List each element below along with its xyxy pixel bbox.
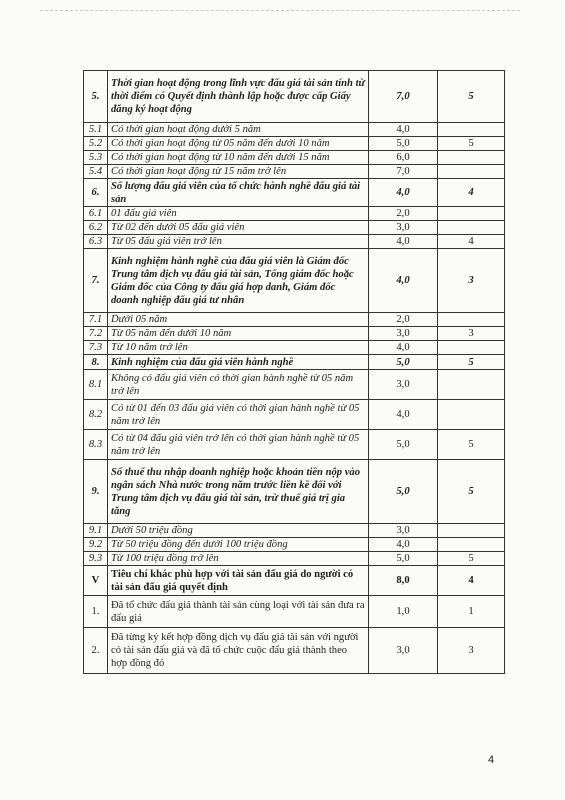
awarded-score xyxy=(438,538,505,552)
criterion-description: Đã tổ chức đấu giá thành tài sản cùng loại với tài sản đưa ra đấu giá xyxy=(108,596,369,628)
criterion-number: V xyxy=(84,566,108,596)
table-row xyxy=(84,596,505,628)
criterion-number: 8.2 xyxy=(84,400,108,430)
criterion-description: Có từ 04 đấu giá viên trở lên có thời gian hành nghề từ 05 năm trở lên xyxy=(108,430,369,460)
max-score: 4,0 xyxy=(369,341,438,355)
top-edge-line xyxy=(40,10,520,12)
criterion-number: 8.3 xyxy=(84,430,108,460)
table-row xyxy=(84,460,505,524)
awarded-score xyxy=(438,341,505,355)
table-row xyxy=(84,235,505,249)
table-row xyxy=(84,179,505,207)
criterion-description: Đã từng ký kết hợp đồng dịch vụ đấu giá tài sản với người có tài sản đấu giá và đã tổ chức cuộc đấu giá thành theo hợp đồng đó xyxy=(108,628,369,674)
max-score: 8,0 xyxy=(369,566,438,596)
max-score: 5,0 xyxy=(369,460,438,524)
criterion-number: 7.3 xyxy=(84,341,108,355)
criterion-number: 9. xyxy=(84,460,108,524)
awarded-score: 3 xyxy=(438,327,505,341)
awarded-score xyxy=(438,165,505,179)
max-score: 5,0 xyxy=(369,355,438,370)
awarded-score xyxy=(438,221,505,235)
awarded-score: 5 xyxy=(438,71,505,123)
awarded-score xyxy=(438,400,505,430)
table-row xyxy=(84,400,505,430)
criterion-number: 5. xyxy=(84,71,108,123)
criterion-description: Có từ 01 đến 03 đấu giá viên có thời gian hành nghề từ 05 năm trở lên xyxy=(108,400,369,430)
criterion-description: Từ 10 năm trở lên xyxy=(108,341,369,355)
max-score: 7,0 xyxy=(369,71,438,123)
table-row xyxy=(84,71,505,123)
table-row xyxy=(84,137,505,151)
awarded-score xyxy=(438,123,505,137)
awarded-score: 5 xyxy=(438,430,505,460)
criterion-number: 5.2 xyxy=(84,137,108,151)
criterion-number: 9.2 xyxy=(84,538,108,552)
max-score: 5,0 xyxy=(369,430,438,460)
criterion-number: 5.3 xyxy=(84,151,108,165)
table-row xyxy=(84,123,505,137)
criterion-description: Có thời gian hoạt động dưới 5 năm xyxy=(108,123,369,137)
awarded-score xyxy=(438,151,505,165)
max-score: 2,0 xyxy=(369,207,438,221)
page-number: 4 xyxy=(488,754,495,766)
criterion-number: 1. xyxy=(84,596,108,628)
table-row xyxy=(84,221,505,235)
criterion-number: 2. xyxy=(84,628,108,674)
awarded-score: 5 xyxy=(438,552,505,566)
criterion-number: 9.1 xyxy=(84,524,108,538)
awarded-score: 1 xyxy=(438,596,505,628)
max-score: 7,0 xyxy=(369,165,438,179)
awarded-score xyxy=(438,524,505,538)
table-row xyxy=(84,430,505,460)
criterion-description: Tiêu chí khác phù hợp với tài sản đấu giá do người có tài sản đấu giá quyết định xyxy=(108,566,369,596)
max-score: 1,0 xyxy=(369,596,438,628)
max-score: 5,0 xyxy=(369,137,438,151)
criterion-description: Có thời gian hoạt động từ 15 năm trở lên xyxy=(108,165,369,179)
awarded-score xyxy=(438,207,505,221)
table-row xyxy=(84,165,505,179)
table-row xyxy=(84,207,505,221)
table-row xyxy=(84,566,505,596)
table-row xyxy=(84,355,505,370)
criterion-description: 01 đấu giá viên xyxy=(108,207,369,221)
awarded-score: 3 xyxy=(438,249,505,313)
awarded-score: 3 xyxy=(438,628,505,674)
criterion-description: Từ 05 năm đến dưới 10 năm xyxy=(108,327,369,341)
awarded-score: 4 xyxy=(438,566,505,596)
criterion-description: Từ 02 đến dưới 05 đấu giá viên xyxy=(108,221,369,235)
max-score: 3,0 xyxy=(369,628,438,674)
criterion-number: 5.4 xyxy=(84,165,108,179)
criterion-number: 7.1 xyxy=(84,313,108,327)
criterion-number: 6.3 xyxy=(84,235,108,249)
criterion-description: Từ 50 triệu đồng đến dưới 100 triệu đồng xyxy=(108,538,369,552)
table-row xyxy=(84,552,505,566)
criterion-description: Có thời gian hoạt động từ 05 năm đến dưới 10 năm xyxy=(108,137,369,151)
table-row xyxy=(84,538,505,552)
max-score: 4,0 xyxy=(369,235,438,249)
max-score: 4,0 xyxy=(369,249,438,313)
criterion-number: 6. xyxy=(84,179,108,207)
max-score: 3,0 xyxy=(369,327,438,341)
max-score: 4,0 xyxy=(369,123,438,137)
table-row xyxy=(84,524,505,538)
awarded-score: 5 xyxy=(438,460,505,524)
table-row xyxy=(84,151,505,165)
max-score: 4,0 xyxy=(369,538,438,552)
criterion-description: Số lượng đấu giá viên của tổ chức hành nghề đấu giá tài sản xyxy=(108,179,369,207)
max-score: 5,0 xyxy=(369,552,438,566)
criterion-number: 5.1 xyxy=(84,123,108,137)
awarded-score: 4 xyxy=(438,235,505,249)
criterion-number: 6.1 xyxy=(84,207,108,221)
max-score: 2,0 xyxy=(369,313,438,327)
scoring-table xyxy=(83,70,505,674)
table-row xyxy=(84,370,505,400)
criterion-description: Có thời gian hoạt động từ 10 năm đến dưới 15 năm xyxy=(108,151,369,165)
max-score: 3,0 xyxy=(369,524,438,538)
criterion-number: 8. xyxy=(84,355,108,370)
criterion-number: 7.2 xyxy=(84,327,108,341)
max-score: 6,0 xyxy=(369,151,438,165)
criterion-number: 7. xyxy=(84,249,108,313)
max-score: 3,0 xyxy=(369,221,438,235)
criterion-description: Dưới 05 năm xyxy=(108,313,369,327)
table-row xyxy=(84,249,505,313)
criterion-description: Kinh nghiệm của đấu giá viên hành nghề xyxy=(108,355,369,370)
table-row xyxy=(84,628,505,674)
criterion-number: 6.2 xyxy=(84,221,108,235)
criterion-number: 9.3 xyxy=(84,552,108,566)
criterion-description: Kinh nghiệm hành nghề của đấu giá viên là Giám đốc Trung tâm dịch vụ đấu giá tài sản, Tổng giám đốc hoặc Giám đốc của Công ty đấu giá hợp danh, Giám đốc doanh nghiệp đấu giá tư nhân xyxy=(108,249,369,313)
awarded-score: 4 xyxy=(438,179,505,207)
max-score: 4,0 xyxy=(369,400,438,430)
criterion-description: Thời gian hoạt động trong lĩnh vực đấu giá tài sản tính từ thời điểm có Quyết định thành lập hoặc được cấp Giấy đăng ký hoạt động xyxy=(108,71,369,123)
awarded-score: 5 xyxy=(438,137,505,151)
table-row xyxy=(84,313,505,327)
criterion-description: Không có đấu giá viên có thời gian hành nghề từ 05 năm trở lên xyxy=(108,370,369,400)
awarded-score xyxy=(438,370,505,400)
criterion-description: Từ 05 đấu giá viên trở lên xyxy=(108,235,369,249)
scoring-table-body xyxy=(84,71,505,674)
criterion-description: Số thuế thu nhập doanh nghiệp hoặc khoản tiền nộp vào ngân sách Nhà nước trong năm trước liền kề đối với Trung tâm dịch vụ đấu giá tài sản, trừ thuế giá trị gia tăng xyxy=(108,460,369,524)
criterion-description: Dưới 50 triệu đồng xyxy=(108,524,369,538)
table-row xyxy=(84,327,505,341)
criterion-description: Từ 100 triệu đồng trở lên xyxy=(108,552,369,566)
awarded-score: 5 xyxy=(438,355,505,370)
max-score: 4,0 xyxy=(369,179,438,207)
awarded-score xyxy=(438,313,505,327)
criterion-number: 8.1 xyxy=(84,370,108,400)
max-score: 3,0 xyxy=(369,370,438,400)
table-row xyxy=(84,341,505,355)
